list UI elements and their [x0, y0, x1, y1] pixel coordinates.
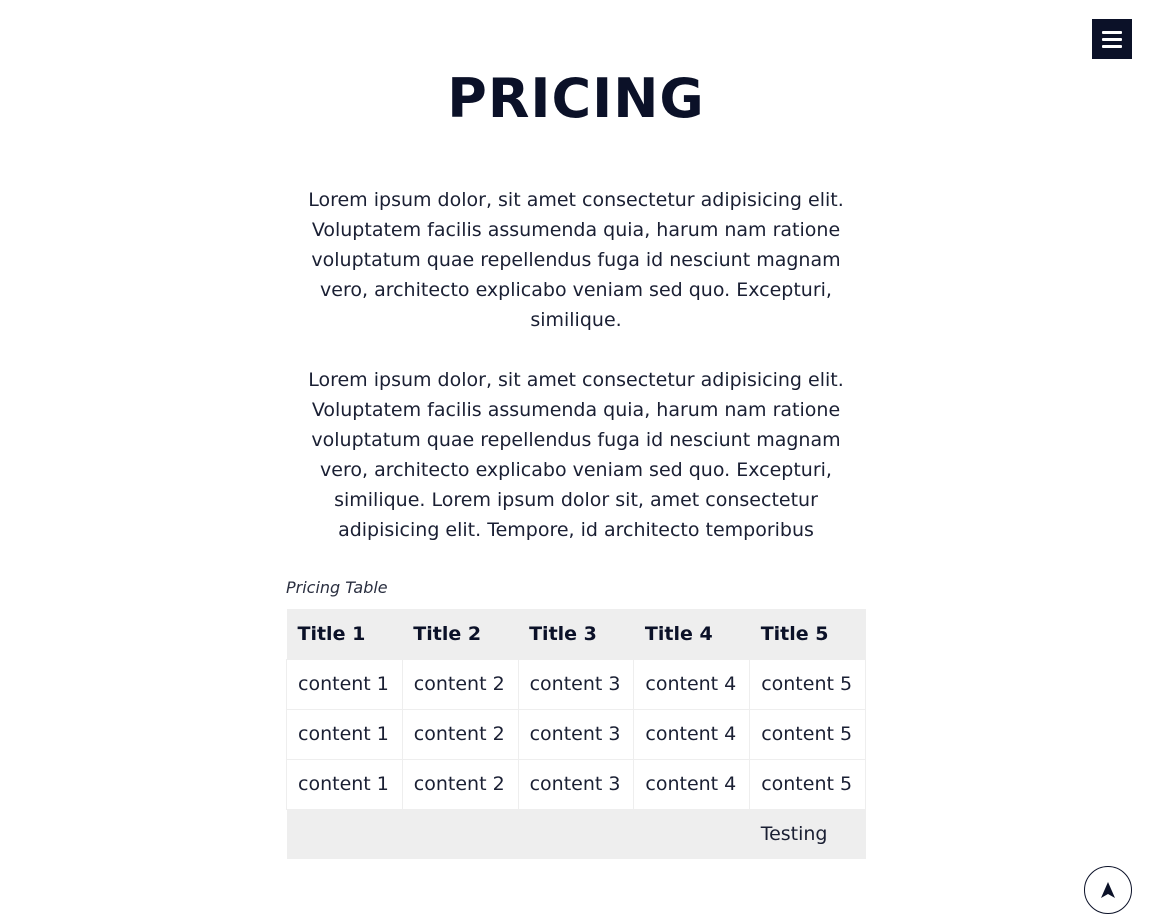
table-cell: content 1 [287, 659, 403, 709]
table-header-cell: Title 1 [287, 609, 403, 659]
table-footer-row [287, 809, 866, 859]
menu-button[interactable] [1092, 19, 1132, 59]
arrow-up-icon [1098, 880, 1118, 900]
table-caption: Pricing Table [286, 578, 388, 597]
table-cell: content 1 [287, 709, 403, 759]
table-row [287, 759, 866, 809]
scroll-to-top-button[interactable] [1084, 866, 1132, 914]
pricing-table [286, 577, 866, 859]
table-row [287, 709, 866, 759]
table-header-row [287, 609, 866, 659]
table-header-cell: Title 3 [518, 609, 634, 659]
main-content [286, 185, 866, 859]
table-footer-cell [287, 809, 403, 859]
table-cell: content 4 [634, 659, 750, 709]
table-cell: content 3 [518, 709, 634, 759]
table-cell: content 4 [634, 759, 750, 809]
table-footer-cell [634, 809, 750, 859]
intro-paragraph-1: Lorem ipsum dolor, sit amet consectetur adipisicing elit. Voluptatem facilis assumenda quia, harum nam ratione voluptatum quae repellendus fuga id nesciunt magnam vero, architecto explicabo veniam sed quo. Excepturi, similique. [308, 189, 844, 331]
table-footer-cell [402, 809, 518, 859]
hamburger-menu-icon-bar [1102, 38, 1122, 41]
table-cell: content 2 [402, 759, 518, 809]
table-footer-cell: Testing [750, 809, 866, 859]
intro-paragraph-2: Lorem ipsum dolor, sit amet consectetur adipisicing elit. Voluptatem facilis assumenda quia, harum nam ratione voluptatum quae repellendus fuga id nesciunt magnam vero, architecto explicabo veniam sed quo. Excepturi, similique. Lorem ipsum dolor sit, amet consectetur adipisicing elit. Tempore, id architecto temporibus [308, 369, 844, 541]
table-header-cell: Title 5 [750, 609, 866, 659]
table-cell: content 5 [750, 709, 866, 759]
table-header-cell: Title 4 [634, 609, 750, 659]
table-cell: content 5 [750, 659, 866, 709]
table-cell: content 1 [287, 759, 403, 809]
table-row [287, 659, 866, 709]
table-cell: content 2 [402, 709, 518, 759]
table-footer-cell [518, 809, 634, 859]
table-cell: content 5 [750, 759, 866, 809]
table-cell: content 2 [402, 659, 518, 709]
table-cell: content 3 [518, 759, 634, 809]
hamburger-menu-icon-bar [1102, 45, 1122, 48]
page-title: PRICING [447, 67, 705, 130]
hamburger-menu-icon [1102, 31, 1122, 34]
table-header-cell: Title 2 [402, 609, 518, 659]
table-cell: content 4 [634, 709, 750, 759]
table-cell: content 3 [518, 659, 634, 709]
